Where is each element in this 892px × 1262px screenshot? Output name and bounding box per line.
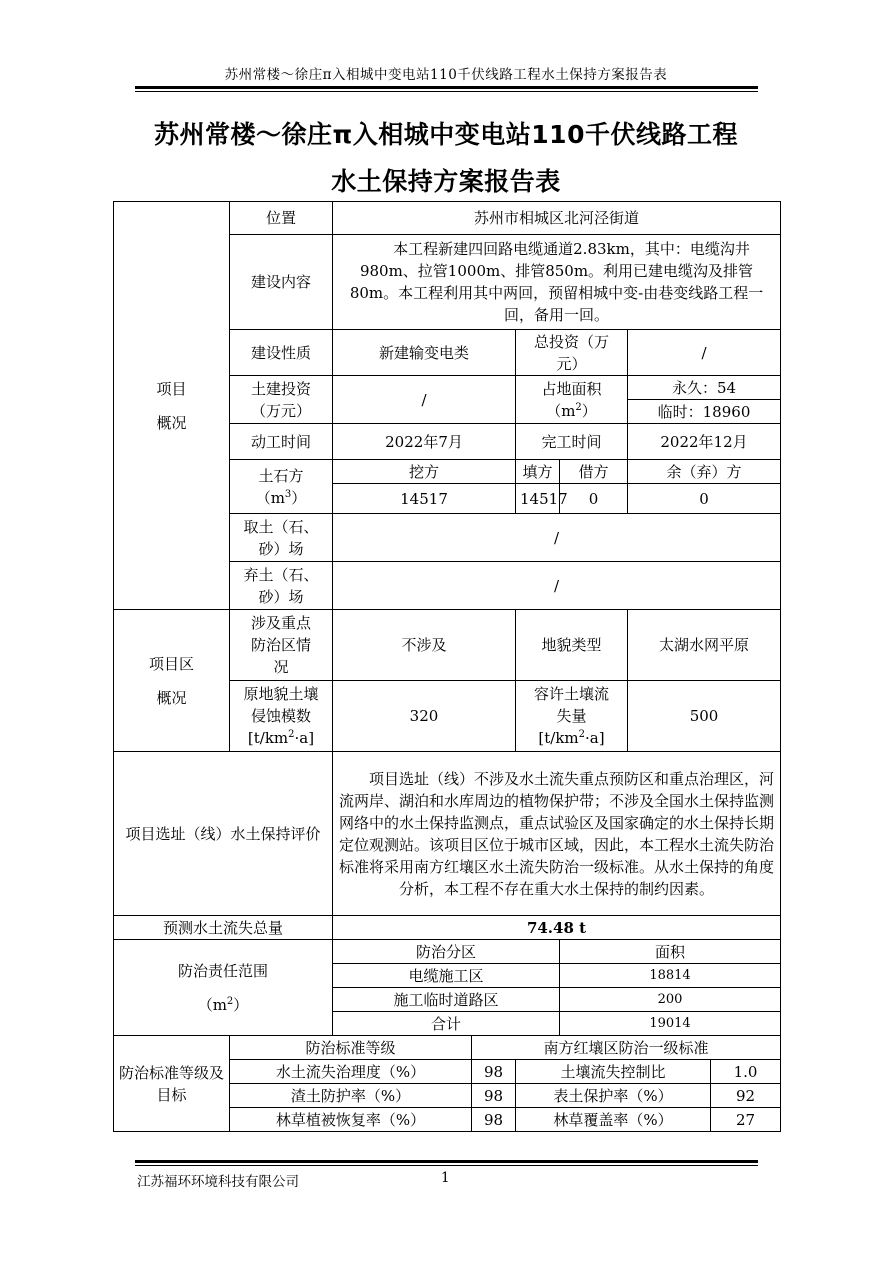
- responsibility-zone: 施工临时道路区: [333, 988, 560, 1012]
- document-title-line1: 苏州常楼～徐庄π入相城中变电站110千伏线路工程: [154, 120, 738, 149]
- report-table: [113, 201, 781, 1132]
- erosion-value: 320: [333, 681, 516, 752]
- earth-header-borrow: 借方: [560, 460, 628, 484]
- running-header: 苏州常楼～徐庄π入相城中变电站110千伏线路工程水土保持方案报告表: [224, 67, 668, 83]
- section-project-overview: 项目 概况: [114, 202, 230, 610]
- responsibility-unit: $(m^2)$: [197, 995, 249, 1014]
- borrow-label: 取土（石、砂）场: [230, 514, 333, 562]
- invest-value: /: [628, 330, 781, 376]
- allow-label: 容许土壤流失量$[t/km^2\cdot a]$: [516, 681, 628, 752]
- standard-key: 林草覆盖率（%）: [516, 1108, 711, 1132]
- earth-label: 土石方 $(m^3)$: [230, 460, 333, 514]
- content-value: 本工程新建四回路电缆通道2.83km，其中：电缆沟井980m、拉管1000m、排管850m。利用已建电缆沟及排管80m。本工程利用其中两回，预留相城中变-由巷变线路工程一回，备用一回。: [333, 235, 781, 330]
- evaluation-label: 项目选址（线）水土保持评价: [114, 752, 333, 916]
- standard-value: 1.0: [711, 1060, 781, 1084]
- standards-grade-value: 南方红壤区防治一级标准: [472, 1036, 781, 1060]
- end-label: 完工时间: [516, 424, 628, 460]
- location-label: 位置: [230, 202, 333, 235]
- standard-value: 98: [472, 1084, 516, 1108]
- spoil-value: /: [333, 562, 781, 610]
- standard-key: 水土流失治理度（%）: [230, 1060, 472, 1084]
- standard-value: 98: [472, 1108, 516, 1132]
- borrow-value: /: [333, 514, 781, 562]
- standards-grade-label: 防治标准等级: [230, 1036, 472, 1060]
- key-area-label: 涉及重点防治区情况: [230, 610, 333, 681]
- allow-value: 500: [628, 681, 781, 752]
- row-standards-header: [114, 1036, 781, 1060]
- erosion-label: 原地貌土壤侵蚀模数$[t/km^2\cdot a]$: [230, 681, 333, 752]
- row-location: [114, 202, 781, 235]
- nature-label: 建设性质: [230, 330, 333, 376]
- location-value: 苏州市相城区北河泾街道: [333, 202, 781, 235]
- start-value: 2022年7月: [333, 424, 516, 460]
- responsibility-col-area: 面积: [560, 940, 781, 964]
- responsibility-zone: 合计: [333, 1012, 560, 1036]
- prediction-label: 预测水土流失总量: [114, 916, 333, 940]
- area-temporary: 临时：18960: [628, 400, 781, 424]
- landform-value: 太湖水网平原: [628, 610, 781, 681]
- area-permanent: 永久：54: [628, 376, 781, 400]
- standard-key: 林草植被恢复率（%）: [230, 1108, 472, 1132]
- footer-company: 江苏福环环境科技有限公司: [137, 1174, 299, 1190]
- responsibility-col-zone: 防治分区: [333, 940, 560, 964]
- spoil-label: 弃土（石、砂）场: [230, 562, 333, 610]
- area-label: 占地面积 $(m^2)$: [516, 376, 628, 424]
- earth-value-surplus: 0: [628, 484, 781, 514]
- civil-label: 土建投资（万元）: [230, 376, 333, 424]
- key-area-value: 不涉及: [333, 610, 516, 681]
- standard-key: 渣土防护率（%）: [230, 1084, 472, 1108]
- area-unit: $(m^2)$: [546, 401, 597, 420]
- footer-rule-thick: [135, 1160, 758, 1163]
- responsibility-label: 防治责任范围 $(m^2)$: [114, 940, 333, 1036]
- row-evaluation: [114, 752, 781, 916]
- earth-header-fill: 填方: [516, 460, 560, 484]
- responsibility-area: 19014: [560, 1012, 781, 1036]
- row-key-area: [114, 610, 781, 681]
- footer-rule-thin: [135, 1165, 758, 1166]
- header-rule-thick: [135, 86, 758, 89]
- row-responsibility-header: [114, 940, 781, 964]
- earth-unit: $(m^3)$: [255, 488, 307, 507]
- document-title-line2: 水土保持方案报告表: [331, 167, 561, 196]
- earth-value-borrow: 0: [560, 484, 628, 514]
- section-area-overview: 项目区 概况: [114, 610, 230, 752]
- content-label: 建设内容: [230, 235, 333, 330]
- standard-key: 表土保护率（%）: [516, 1084, 711, 1108]
- responsibility-area: 200: [560, 988, 781, 1012]
- standard-value: 98: [472, 1060, 516, 1084]
- evaluation-value: 项目选址（线）不涉及水土流失重点预防区和重点治理区，河流两岸、湖泊和水库周边的植物保护带；不涉及全国水土保持监测网络中的水土保持监测点，重点试验区及国家确定的水土保持长期定位观测站。该项目区位于城市区域，因此，本工程水土流失防治标准将采用南方红壤区水土流失防治一级标准。从水土保持的角度分析，本工程不存在重大水土保持的制约因素。: [333, 752, 781, 916]
- earth-header-surplus: 余（弃）方: [628, 460, 781, 484]
- standard-value: 27: [711, 1108, 781, 1132]
- earth-value-fill: 14517: [516, 484, 560, 514]
- responsibility-zone: 电缆施工区: [333, 964, 560, 988]
- earth-header-cut: 挖方: [333, 460, 516, 484]
- row-prediction: [114, 916, 781, 940]
- page-number: 1: [441, 1170, 450, 1186]
- responsibility-area: 18814: [560, 964, 781, 988]
- standard-value: 92: [711, 1084, 781, 1108]
- prediction-value: 74.48 t: [333, 916, 781, 940]
- header-rule-thin: [135, 91, 758, 92]
- invest-label: 总投资（万元）: [516, 330, 628, 376]
- standards-label: 防治标准等级及目标: [114, 1036, 230, 1132]
- end-value: 2022年12月: [628, 424, 781, 460]
- earth-value-cut: 14517: [333, 484, 516, 514]
- nature-value: 新建输变电类: [333, 330, 516, 376]
- start-label: 动工时间: [230, 424, 333, 460]
- landform-label: 地貌类型: [516, 610, 628, 681]
- civil-value: /: [333, 376, 516, 424]
- standard-key: 土壤流失控制比: [516, 1060, 711, 1084]
